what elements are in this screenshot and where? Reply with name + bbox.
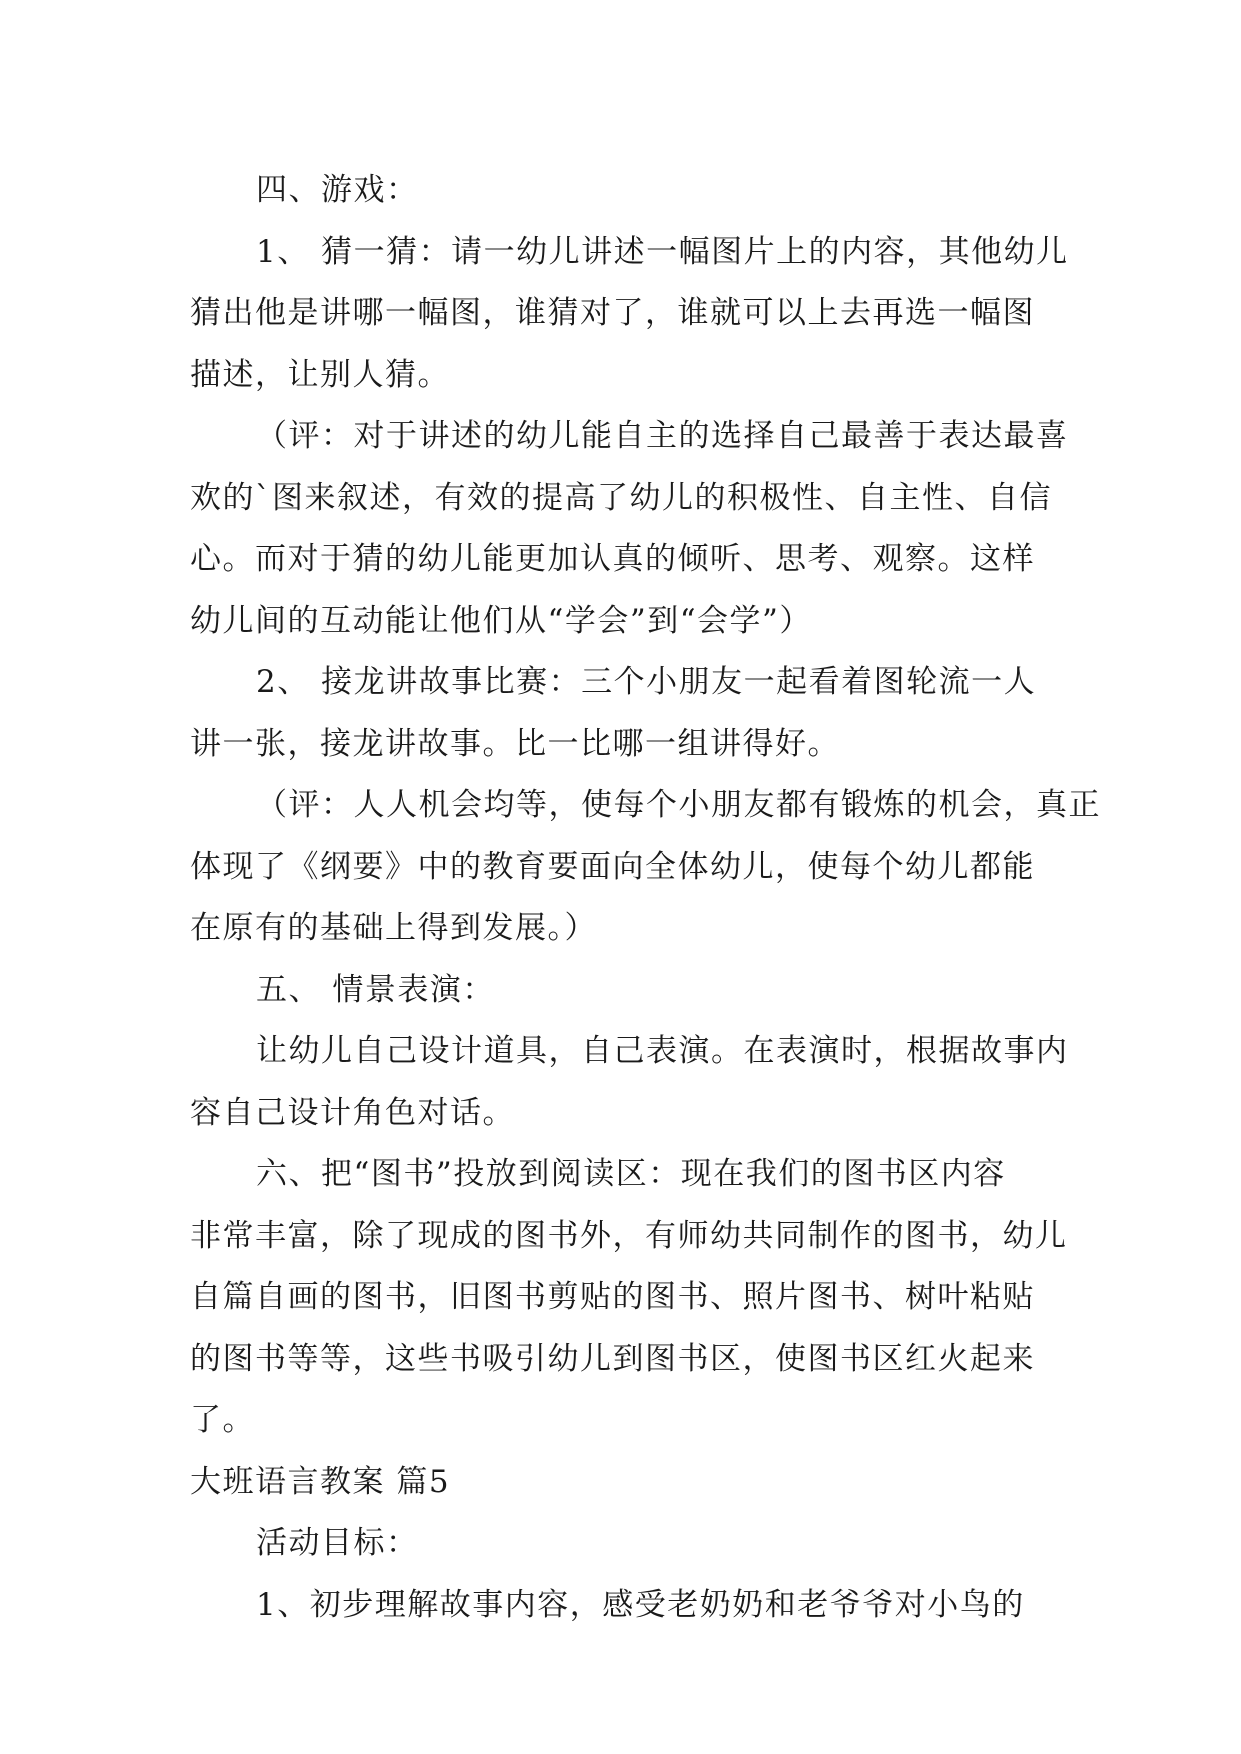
comment-line: （评：人人机会均等，使每个小朋友都有锻炼的机会，真正	[256, 787, 1101, 823]
heading-performance: 五、 情景表演：	[256, 971, 495, 1008]
heading-games: 四、游戏：	[256, 172, 419, 208]
paragraph-line: 自篇自画的图书，旧图书剪贴的图书、照片图书、树叶粘贴	[190, 1279, 1035, 1315]
paragraph-line: 描述，让别人猜。	[190, 356, 450, 393]
document-page	[190, 160, 1101, 1636]
comment-line: 心。而对于猜的幼儿能更加认真的倾听、思考、观察。这样	[190, 541, 1035, 577]
paragraph-line: 2、 接龙讲故事比赛：三个小朋友一起看着图轮流一人	[256, 664, 1037, 700]
comment-line: 欢的`图来叙述，有效的提高了幼儿的积极性、自主性、自信	[190, 479, 1052, 516]
comment-line: 幼儿间的互动能让他们从“学会”到“会学”）	[190, 602, 812, 639]
paragraph-line: 让幼儿自己设计道具，自己表演。在表演时，根据故事内	[256, 1033, 1069, 1069]
paragraph-line: 六、把“图书”投放到阅读区：现在我们的图书区内容	[256, 1156, 1006, 1192]
section-title: 大班语言教案 篇5	[190, 1463, 451, 1500]
comment-line: （评：对于讲述的幼儿能自主的选择自己最善于表达最喜	[256, 418, 1069, 454]
paragraph-line: 非常丰富，除了现成的图书外，有师幼共同制作的图书，幼儿	[190, 1217, 1068, 1254]
paragraph-line: 1、 猜一猜：请一幼儿讲述一幅图片上的内容，其他幼儿	[256, 233, 1069, 270]
paragraph-line: 讲一张，接龙讲故事。比一比哪一组讲得好。	[190, 725, 840, 762]
comment-line: 体现了《纲要》中的教育要面向全体幼儿，使每个幼儿都能	[190, 848, 1035, 885]
paragraph-line: 容自己设计角色对话。	[190, 1094, 515, 1131]
heading-objectives: 活动目标：	[256, 1525, 419, 1561]
paragraph-line: 1、初步理解故事内容，感受老奶奶和老爷爷对小鸟的	[256, 1586, 1025, 1623]
paragraph-line: 了。	[190, 1402, 255, 1438]
paragraph-line: 的图书等等，这些书吸引幼儿到图书区，使图书区红火起来	[190, 1340, 1035, 1377]
comment-line: 在原有的基础上得到发展。）	[190, 910, 597, 946]
paragraph-line: 猜出他是讲哪一幅图，谁猜对了，谁就可以上去再选一幅图	[190, 295, 1035, 331]
